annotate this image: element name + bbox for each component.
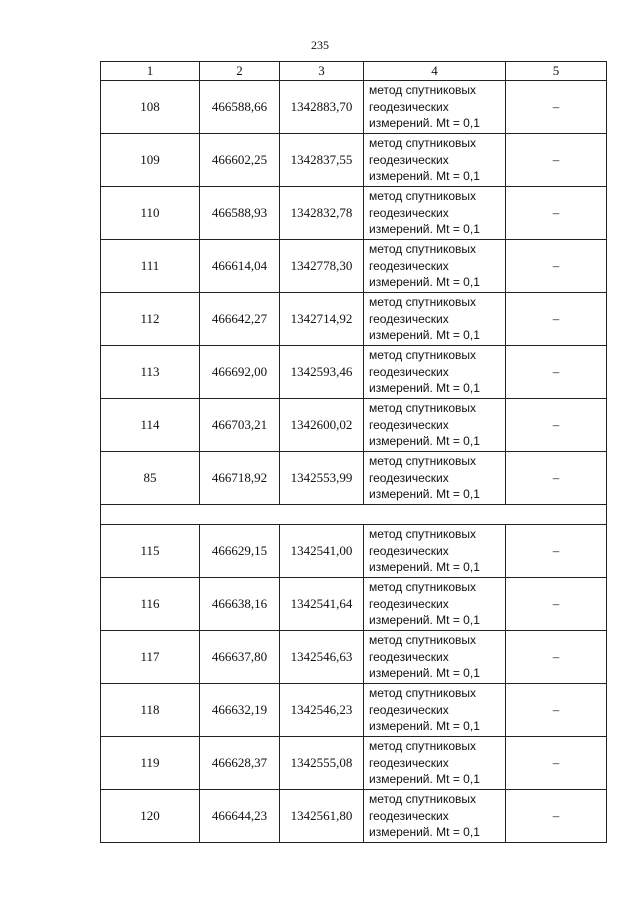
y-coordinate-cell: 1342714,92 [280,293,364,346]
point-number-cell: 109 [101,134,200,187]
table-row [101,631,607,684]
method-line: измерений. Mt = 0,1 [369,381,480,396]
table-header-row [101,62,607,81]
table-row [101,790,607,843]
note-cell: – [506,81,607,134]
y-coordinate-cell: 1342546,63 [280,631,364,684]
table-row [101,134,607,187]
page-number: 235 [311,38,329,52]
method-line: измерений. Mt = 0,1 [369,560,480,575]
method-line: метод спутниковых [369,633,477,648]
x-coordinate-cell: 466588,66 [200,81,280,134]
method-cell [364,187,506,240]
point-number-cell: 119 [101,737,200,790]
point-number-cell: 114 [101,399,200,452]
method-line: измерений. Mt = 0,1 [369,116,480,131]
method-line: геодезических [369,755,449,770]
method-line: измерений. Mt = 0,1 [369,772,480,787]
method-line: измерений. Mt = 0,1 [369,328,480,343]
table-row [101,452,607,505]
note-cell: – [506,293,607,346]
note-cell: – [506,684,607,737]
method-line: геодезических [369,99,449,114]
method-cell [364,525,506,578]
x-coordinate-cell: 466718,92 [200,452,280,505]
method-cell [364,134,506,187]
method-line: геодезических [369,258,449,273]
note-cell: – [506,240,607,293]
method-line: геодезических [369,364,449,379]
table-row [101,293,607,346]
method-line: метод спутниковых [369,686,477,701]
method-line: геодезических [369,311,449,326]
x-coordinate-cell: 466614,04 [200,240,280,293]
note-cell: – [506,134,607,187]
method-cell [364,399,506,452]
method-line: метод спутниковых [369,189,477,204]
method-line: геодезических [369,152,449,167]
method-line: метод спутниковых [369,527,477,542]
method-line: метод спутниковых [369,580,477,595]
column-header: 2 [200,62,280,81]
method-line: геодезических [369,417,449,432]
x-coordinate-cell: 466692,00 [200,346,280,399]
method-line: геодезических [369,649,449,664]
x-coordinate-cell: 466644,23 [200,790,280,843]
method-line: геодезических [369,702,449,717]
note-cell: – [506,187,607,240]
y-coordinate-cell: 1342832,78 [280,187,364,240]
point-number-cell: 110 [101,187,200,240]
method-cell [364,452,506,505]
table-row [101,346,607,399]
method-line: метод спутниковых [369,136,477,151]
method-line: метод спутниковых [369,454,477,469]
y-coordinate-cell: 1342561,80 [280,790,364,843]
column-header: 3 [280,62,364,81]
method-cell [364,293,506,346]
note-cell: – [506,399,607,452]
table-row [101,737,607,790]
point-number-cell: 108 [101,81,200,134]
point-number-cell: 113 [101,346,200,399]
table-row [101,399,607,452]
point-number-cell: 85 [101,452,200,505]
method-line: геодезических [369,543,449,558]
x-coordinate-cell: 466628,37 [200,737,280,790]
method-line: измерений. Mt = 0,1 [369,434,480,449]
y-coordinate-cell: 1342555,08 [280,737,364,790]
y-coordinate-cell: 1342883,70 [280,81,364,134]
method-line: метод спутниковых [369,295,477,310]
method-line: геодезических [369,205,449,220]
method-line: измерений. Mt = 0,1 [369,487,480,502]
y-coordinate-cell: 1342593,46 [280,346,364,399]
method-line: измерений. Mt = 0,1 [369,719,480,734]
point-number-cell: 118 [101,684,200,737]
method-cell [364,631,506,684]
x-coordinate-cell: 466642,27 [200,293,280,346]
note-cell: – [506,737,607,790]
column-header: 1 [101,62,200,81]
point-number-cell: 115 [101,525,200,578]
method-line: метод спутниковых [369,348,477,363]
note-cell: – [506,578,607,631]
x-coordinate-cell: 466629,15 [200,525,280,578]
point-number-cell: 112 [101,293,200,346]
y-coordinate-cell: 1342541,00 [280,525,364,578]
method-line: измерений. Mt = 0,1 [369,275,480,290]
method-line: метод спутниковых [369,739,477,754]
method-line: измерений. Mt = 0,1 [369,613,480,628]
method-line: измерений. Mt = 0,1 [369,169,480,184]
method-cell [364,81,506,134]
method-line: метод спутниковых [369,792,477,807]
method-cell [364,346,506,399]
method-line: геодезических [369,596,449,611]
note-cell: – [506,452,607,505]
method-cell [364,790,506,843]
x-coordinate-cell: 466602,25 [200,134,280,187]
table-row [101,187,607,240]
x-coordinate-cell: 466703,21 [200,399,280,452]
y-coordinate-cell: 1342546,23 [280,684,364,737]
y-coordinate-cell: 1342837,55 [280,134,364,187]
point-number-cell: 120 [101,790,200,843]
x-coordinate-cell: 466637,80 [200,631,280,684]
method-line: метод спутниковых [369,83,477,98]
method-line: измерений. Mt = 0,1 [369,825,480,840]
point-number-cell: 117 [101,631,200,684]
table-row [101,240,607,293]
table-row [101,578,607,631]
method-cell [364,737,506,790]
note-cell: – [506,525,607,578]
y-coordinate-cell: 1342553,99 [280,452,364,505]
column-header: 4 [364,62,506,81]
method-line: геодезических [369,470,449,485]
y-coordinate-cell: 1342541,64 [280,578,364,631]
method-line: метод спутниковых [369,401,477,416]
table-row [101,525,607,578]
x-coordinate-cell: 466588,93 [200,187,280,240]
method-cell [364,684,506,737]
section-gap-row [101,505,607,525]
note-cell: – [506,631,607,684]
table-row [101,684,607,737]
table-row [101,81,607,134]
x-coordinate-cell: 466632,19 [200,684,280,737]
note-cell: – [506,790,607,843]
method-line: геодезических [369,808,449,823]
method-line: измерений. Mt = 0,1 [369,666,480,681]
point-number-cell: 116 [101,578,200,631]
method-cell [364,240,506,293]
method-cell [364,578,506,631]
y-coordinate-cell: 1342778,30 [280,240,364,293]
x-coordinate-cell: 466638,16 [200,578,280,631]
method-line: метод спутниковых [369,242,477,257]
note-cell: – [506,346,607,399]
column-header: 5 [506,62,607,81]
method-line: измерений. Mt = 0,1 [369,222,480,237]
point-number-cell: 111 [101,240,200,293]
coordinates-table [100,61,607,843]
section-gap-cell [101,505,607,525]
y-coordinate-cell: 1342600,02 [280,399,364,452]
